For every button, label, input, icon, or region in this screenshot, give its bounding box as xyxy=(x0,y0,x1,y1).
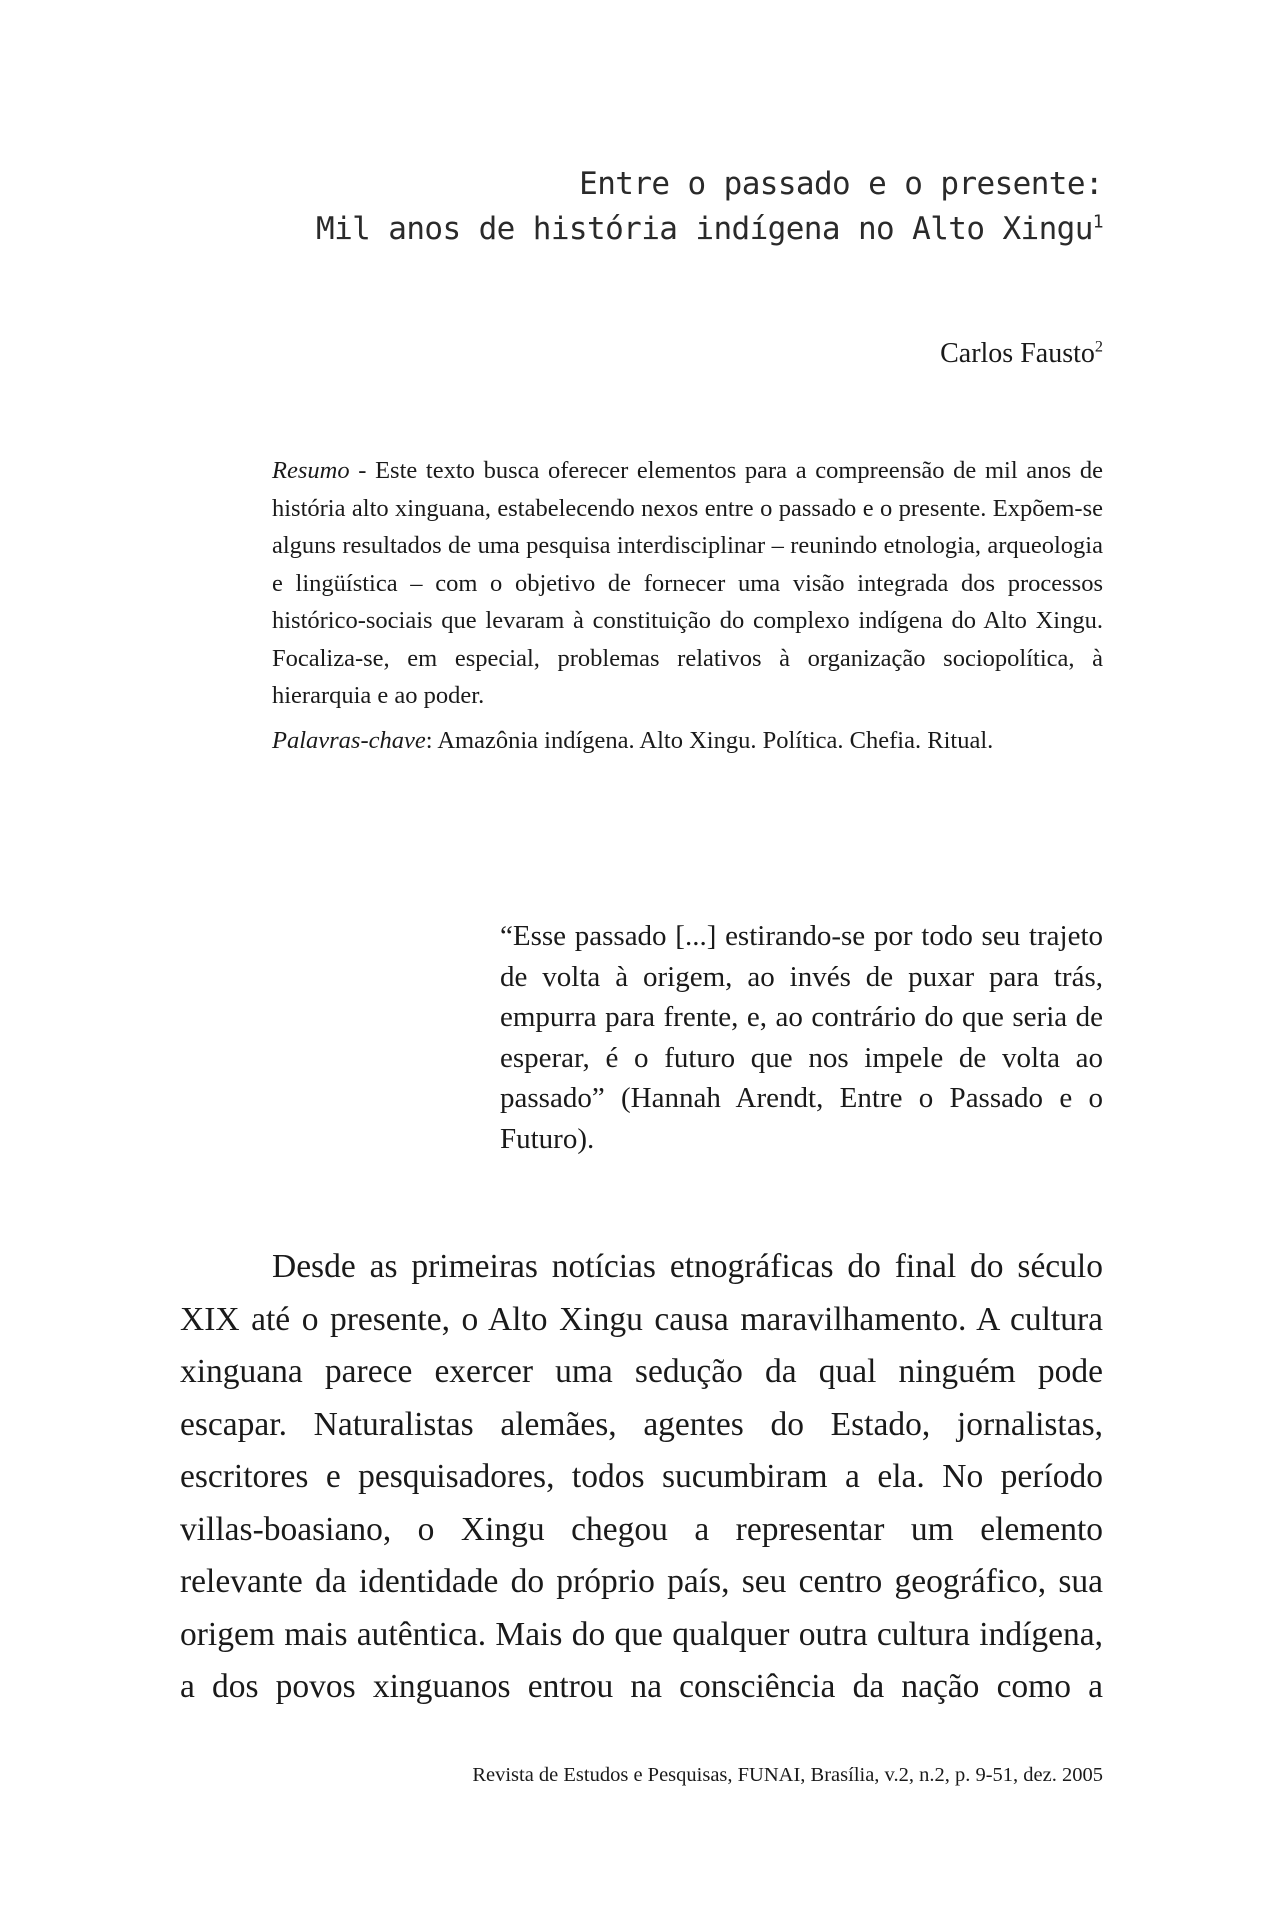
keywords-label: Palavras-chave xyxy=(272,726,426,754)
author-name xyxy=(940,338,1103,370)
abstract-paragraph xyxy=(272,452,1103,715)
body-paragraph: Desde as primeiras notícias etnográficas do final do século XIX até o presente, o Alto Xingu causa maravilhamento. A cultura xinguana parece exercer uma sedução da qual ninguém pode escapar. Naturalistas alemães, agentes do Estado, jornalistas, escritores e pesquisadores, todos sucumbiram a ela. No período villas-boasiano, o Xingu chegou a representar um elemento relevante da identidade do próprio país, seu centro geográfico, sua origem mais autêntica. Mais do que qualquer outra cultura indígena, a dos povos xinguanos entrou na consciência da nação como a xyxy=(180,1248,1103,1705)
title-footnote-marker[interactable]: 1 xyxy=(1092,211,1103,233)
keywords-text: : Amazônia indígena. Alto Xingu. Política. Chefia. Ritual. xyxy=(425,726,994,754)
title-line-2 xyxy=(316,207,1103,252)
abstract-label: Resumo xyxy=(272,457,350,484)
author-name-text: Carlos Fausto xyxy=(940,338,1095,369)
article-title xyxy=(316,162,1103,252)
epigraph-quote xyxy=(500,916,1103,1159)
body-text xyxy=(180,1241,1103,1714)
abstract-block xyxy=(272,452,1103,759)
keywords-paragraph xyxy=(272,722,1103,760)
author-footnote-marker[interactable]: 2 xyxy=(1094,337,1103,356)
title-line-1: Entre o passado e o presente: xyxy=(579,166,1103,202)
title-line-2-text: Mil anos de história indígena no Alto Xingu xyxy=(316,211,1093,247)
abstract-text: - Este texto busca oferecer elementos para a compreensão de mil anos de história alto xinguana, estabelecendo nexos entre o passado e o presente. Expõem-se alguns resultados de uma pesquisa interdisciplinar – reunindo etnologia, arqueologia e lingüística – com o objetivo de fornecer uma visão integrada dos processos histórico-sociais que levaram à constituição do complexo indígena do Alto Xingu. Focaliza-se, em especial, problemas relativos à organização sociopolítica, à hierarquia e ao poder. xyxy=(272,457,1103,709)
epigraph-text: “Esse passado [...] estirando-se por todo seu trajeto de volta à origem, ao invés de puxar para trás, empurra para frente, e, ao contrário do que seria de esperar, é o futuro que nos impele de volta ao passado” (Hannah Arendt, Entre o Passado e o Futuro). xyxy=(500,920,1103,1155)
journal-citation-footer: Revista de Estudos e Pesquisas, FUNAI, Brasília, v.2, n.2, p. 9-51, dez. 2005 xyxy=(472,1764,1103,1786)
